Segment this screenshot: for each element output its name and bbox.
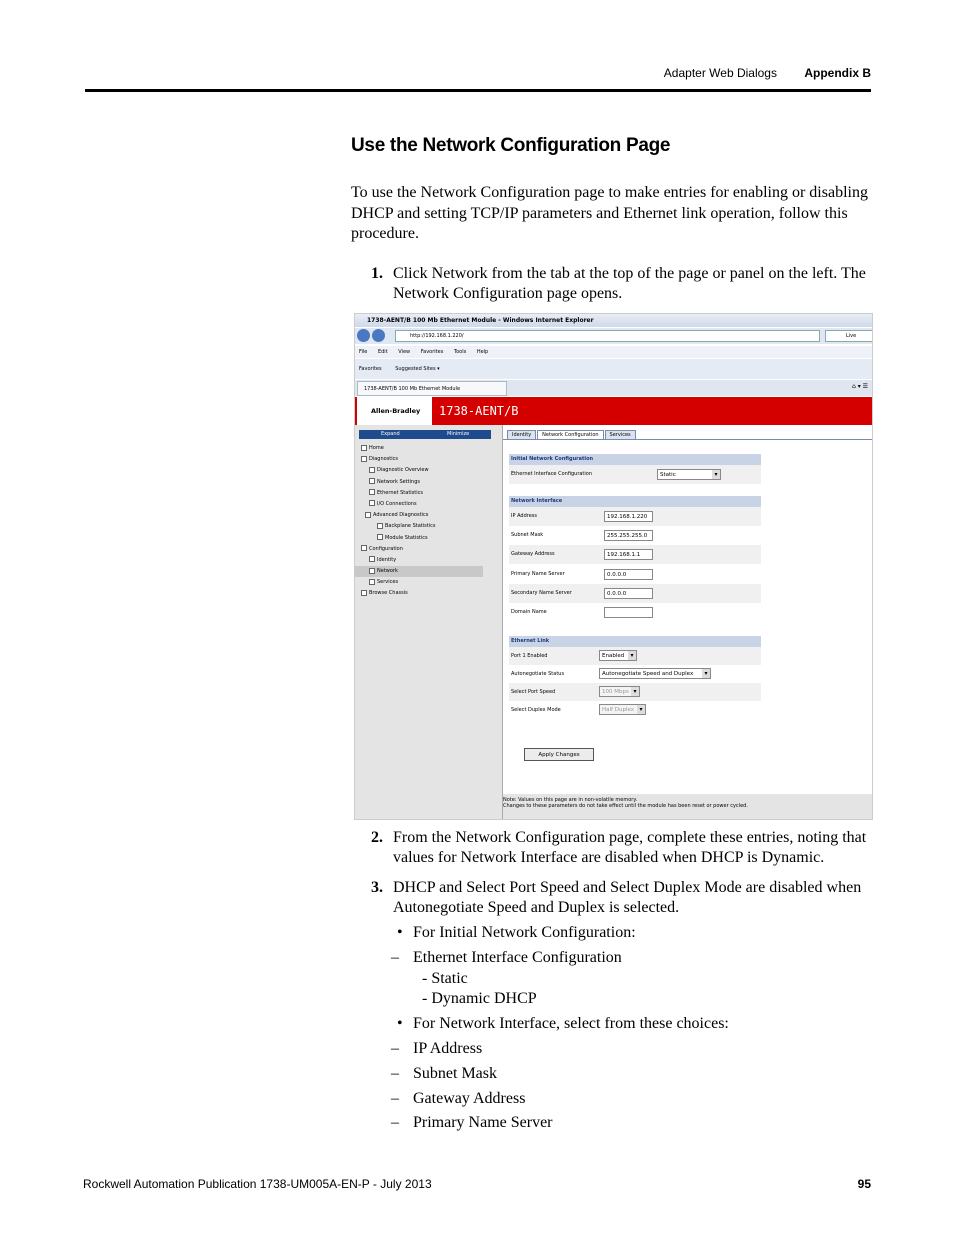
window-title: 1738-AENT/B 100 Mb Ethernet Module - Windows Internet Explorer [355,314,872,327]
row-domain [509,603,761,622]
tree-ethernet-statistics[interactable]: Ethernet Statistics [355,488,503,499]
product-name: 1738-AENT/B [439,404,519,418]
address-bar [355,328,872,344]
menu-tools[interactable]: Tools [453,349,467,355]
eth-if-cfg-select[interactable]: Static ▾ [657,469,721,480]
page-icon [377,523,383,529]
header-appendix: Appendix B [804,66,871,80]
dash-marker: – [391,1065,399,1082]
folder-icon [361,456,367,462]
sidebar [355,425,503,794]
domain-label: Domain Name [511,609,547,615]
ip-input[interactable]: 192.168.1.220 [604,511,653,522]
dash-gateway-address: Gateway Address [413,1090,526,1107]
auto-label: Autonegotiate Status [511,671,565,677]
eth-if-cfg-label: Ethernet Interface Configuration [511,471,593,477]
tree-advanced-diagnostics[interactable]: Advanced Diagnostics [355,510,503,521]
favorites-button[interactable]: Favorites [359,366,382,372]
tab-services[interactable]: Services [605,430,636,439]
row-sns [509,584,761,603]
tree-home[interactable]: Home [355,443,503,454]
gateway-input[interactable]: 192.168.1.1 [604,549,653,560]
tab-divider [503,439,873,440]
step-2 [371,828,871,868]
step-text: Click Network from the tab at the top of the page or panel on the left. The Network Configuration page opens. [393,265,866,302]
footer-publication: Rockwell Automation Publication 1738-UM005A-EN-P - July 2013 [83,1177,432,1191]
menu-favorites[interactable]: Favorites [420,349,444,355]
page-footer [83,1177,871,1191]
tab-identity[interactable]: Identity [507,430,536,439]
brand-banner [355,397,872,425]
page-icon [369,489,375,495]
home-icon[interactable]: ⌂ ▾ ☰ [851,383,868,390]
menu-file[interactable]: File [359,349,368,355]
section-netif: Network Interface [509,496,761,507]
menu-edit[interactable]: Edit [377,349,388,355]
note-line-2: Changes to these parameters do not take effect until the module has been reset or power cycled. [503,803,748,809]
bullet-initial-config: For Initial Network Configuration: [413,924,636,941]
main-panel [503,425,873,794]
pns-input[interactable]: 0.0.0.0 [604,569,653,580]
domain-input[interactable] [604,607,653,618]
mask-label: Subnet Mask [511,532,544,538]
step-number: 2. [371,829,383,846]
duplex-select[interactable]: Half Duplex ▾ [599,704,646,715]
sns-label: Secondary Name Server [511,590,572,596]
nav-tree [355,443,503,600]
tree-configuration[interactable]: Configuration [355,544,503,555]
url-field[interactable]: http://192.168.1.220/ [395,330,820,342]
dash-marker: – [391,1040,399,1057]
folder-icon [361,445,367,451]
row-gateway [509,545,761,564]
row-port [509,647,761,665]
header-section: Adapter Web Dialogs [663,66,777,80]
step-number: 1. [371,265,383,282]
step-text: DHCP and Select Port Speed and Select Duplex Mode are disabled when Autonegotiate Speed and Duplex is selected. [393,879,862,916]
speed-select[interactable]: 100 Mbps ▾ [599,686,640,697]
page-tabs [507,430,637,439]
sidebar-bar [359,430,491,439]
step-1 [371,264,871,304]
page-icon [377,534,383,540]
page-icon [369,579,375,585]
page-icon [369,556,375,562]
browser-tabs [355,380,872,396]
browser-screenshot [354,313,873,820]
row-ip [509,507,761,526]
section-link: Ethernet Link [509,636,761,647]
intro-paragraph: To use the Network Configuration page to make entries for enabling or disabling DHCP and setting TCP/IP parameters and Ethernet link operation, follow this procedure. [351,184,868,242]
sns-input[interactable]: 0.0.0.0 [604,588,653,599]
sidebar-footer [355,794,503,820]
tree-module-statistics[interactable]: Module Statistics [355,533,503,544]
page-number: 95 [857,1177,871,1191]
port-label: Port 1 Enabled [511,653,548,659]
section-initial: Initial Network Configuration [509,454,761,465]
option-static: - Static [422,970,468,987]
menu-bar [355,346,872,358]
bullet-network-interface: For Network Interface, select from these choices: [413,1015,729,1032]
nav-buttons[interactable] [357,329,387,342]
tree-io-connections[interactable]: I/O Connections [355,499,503,510]
row-auto [509,665,761,683]
menu-help[interactable]: Help [476,349,489,355]
tree-browse-chassis[interactable]: Browse Chassis [355,588,503,599]
mask-input[interactable]: 255.255.255.0 [604,530,653,541]
note-line-1: Note: Values on this page are in non-volatile memory. [503,797,638,803]
option-dynamic-dhcp: - Dynamic DHCP [422,990,537,1007]
tree-diagnostic-overview[interactable]: Diagnostic Overview [355,465,503,476]
row-duplex [509,701,761,719]
note-area [503,794,873,820]
step-text: From the Network Configuration page, complete these entries, noting that values for Network Interface are disabled when DHCP is Dynamic. [393,829,867,866]
row-speed [509,683,761,701]
favorites-bar [355,359,872,379]
page-icon [369,467,375,473]
dash-primary-name-server: Primary Name Server [413,1114,553,1131]
step-number: 3. [371,879,383,896]
dash-subnet-mask: Subnet Mask [413,1065,497,1082]
page-icon [369,478,375,484]
tree-diagnostics[interactable]: Diagnostics [355,454,503,465]
tab-network-configuration[interactable]: Network Configuration [537,430,603,439]
header-rule [85,89,871,92]
browser-tab[interactable]: 1738-AENT/B 100 Mb Ethernet Module [357,381,507,396]
tree-identity[interactable]: Identity [355,555,503,566]
bullet-marker: • [397,924,403,941]
menu-view[interactable]: View [398,349,411,355]
speed-label: Select Port Speed [511,689,556,695]
live-search[interactable]: Live [825,330,873,342]
forward-icon[interactable] [372,329,385,342]
pns-label: Primary Name Server [511,571,565,577]
page-icon [369,568,375,574]
gateway-label: Gateway Address [511,551,555,557]
suggested-sites[interactable]: Suggested Sites ▾ [395,366,440,372]
expand-link[interactable]: Expand [381,431,400,437]
page-title: Use the Network Configuration Page [351,135,671,156]
minimize-link[interactable]: Minimize [447,431,470,437]
row-mask [509,526,761,545]
apply-changes-button[interactable]: Apply Changes [524,748,594,761]
duplex-label: Select Duplex Mode [511,707,561,713]
folder-icon [361,545,367,551]
ip-label: IP Address [511,513,537,519]
tree-network-settings[interactable]: Network Settings [355,477,503,488]
tree-network[interactable]: Network [355,566,483,577]
dash-marker: – [391,1114,399,1131]
back-icon[interactable] [357,329,370,342]
row-eth-if-cfg [509,465,761,484]
auto-select[interactable]: Autonegotiate Speed and Duplex ▾ [599,668,711,679]
dash-marker: – [391,1090,399,1107]
folder-icon [365,512,371,518]
dash-eth-if-cfg: Ethernet Interface Configuration [413,949,622,966]
tree-backplane-statistics[interactable]: Backplane Statistics [355,521,503,532]
running-header [664,66,871,80]
row-pns [509,565,761,584]
bullet-marker: • [397,1015,403,1032]
port-select[interactable]: Enabled ▾ [599,650,637,661]
tree-services[interactable]: Services [355,577,503,588]
dash-marker: – [391,949,399,966]
brand-logo: Allen-Bradley [357,397,432,425]
dash-ip-address: IP Address [413,1040,483,1057]
page-icon [361,590,367,596]
page-icon [369,500,375,506]
step-3 [371,878,871,918]
